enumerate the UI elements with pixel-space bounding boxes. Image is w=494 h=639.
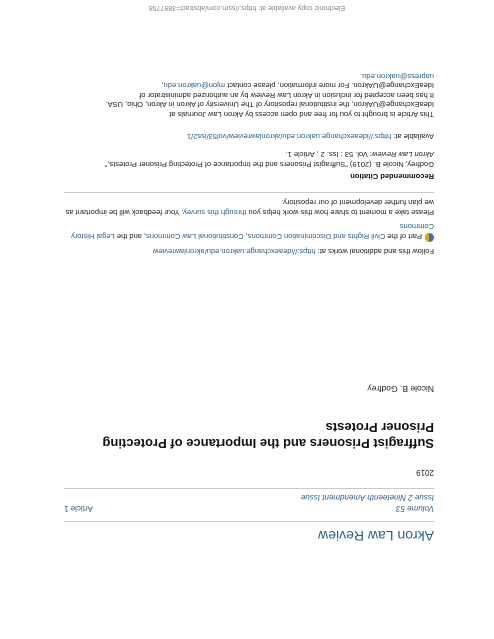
available-url-link[interactable]: https://ideaexchange.uakron.edu/akronlawreview/vol53/iss2/1 — [186, 132, 392, 141]
survey-before-text: Please take a moment to share how this work helps you — [246, 208, 434, 217]
citation-available — [54, 132, 434, 142]
repository-notice — [54, 72, 434, 120]
volume-link[interactable]: Volume 53 — [396, 504, 434, 513]
additional-works-text: Follow this and additional works at: — [315, 247, 434, 256]
and-the-text: , and the — [114, 232, 147, 241]
legal-history-commons-link[interactable]: Legal History Commons — [70, 222, 434, 241]
survey-divider — [64, 192, 434, 193]
publication-year: 2019 — [416, 468, 434, 477]
survey-request — [54, 198, 434, 217]
survey-link[interactable]: through this survey — [183, 208, 247, 217]
notice-period: . — [360, 72, 363, 81]
author-name: Nicole B. Godfrey — [367, 384, 434, 394]
notice-line4: IdeaExchange@UAkron. For more information, please contact — [225, 81, 434, 91]
additional-works — [54, 247, 434, 257]
header-divider — [64, 521, 434, 522]
meta-divider — [64, 488, 434, 489]
article-link[interactable]: Article 1 — [64, 504, 93, 513]
citation-journal: Akron Law Review — [371, 150, 434, 160]
civil-rights-commons-link[interactable]: Civil Rights and Discrimination Commons — [247, 232, 386, 241]
journal-name[interactable]: Akron Law Review — [318, 528, 434, 544]
disciplines — [54, 222, 434, 242]
separator-text: , — [243, 232, 248, 241]
constitutional-law-commons-link[interactable]: Constitutional Law Commons — [146, 232, 244, 241]
additional-works-link[interactable]: https://ideaexchange.uakron.edu/akronlawreview — [152, 247, 316, 256]
citation-line2: : Vol. 53 : Iss. 2 , Article 1. — [285, 150, 372, 160]
part-of-text: Part of the — [385, 232, 422, 241]
citation-heading: Recommended Citation — [350, 172, 434, 181]
citation-text — [54, 150, 434, 169]
issue-link[interactable]: Issue 2 Nineteenth Amendment Issue — [300, 493, 434, 502]
survey-after-text: . Your feedback will be important as we plan further development of our repository. — [65, 198, 434, 217]
email-mjon-link[interactable]: mjon@uakron.edu — [163, 81, 226, 91]
available-label: Available at: — [391, 132, 434, 141]
ssrn-footer: Electronic copy available at: https://ssrn.com/abstract=3897758 — [148, 4, 346, 11]
notice-line2: IdeaExchange@UAkron, the institutional repository of The University of Akron in Akron, Ohio, USA. — [105, 100, 434, 110]
notice-line3: It has been accepted for inclusion in Akron Law Review by an authorized administrator of — [139, 91, 434, 100]
notice-comma: , — [161, 81, 164, 91]
article-title: Suffragist Prisoners and the Importance of Protecting Prisoner Protests — [102, 420, 434, 451]
email-uapress-link[interactable]: uapress@uakron.edu — [362, 72, 434, 81]
citation-line1: Godfrey, Nicole B. (2019) "Suffragist Prisoners and the Importance of Protecting Prisoner Protests," — [104, 160, 434, 169]
bepress-logo-icon — [425, 233, 434, 242]
notice-line1: This Article is brought to you for free and open access by Akron Law Journals at — [169, 110, 434, 119]
